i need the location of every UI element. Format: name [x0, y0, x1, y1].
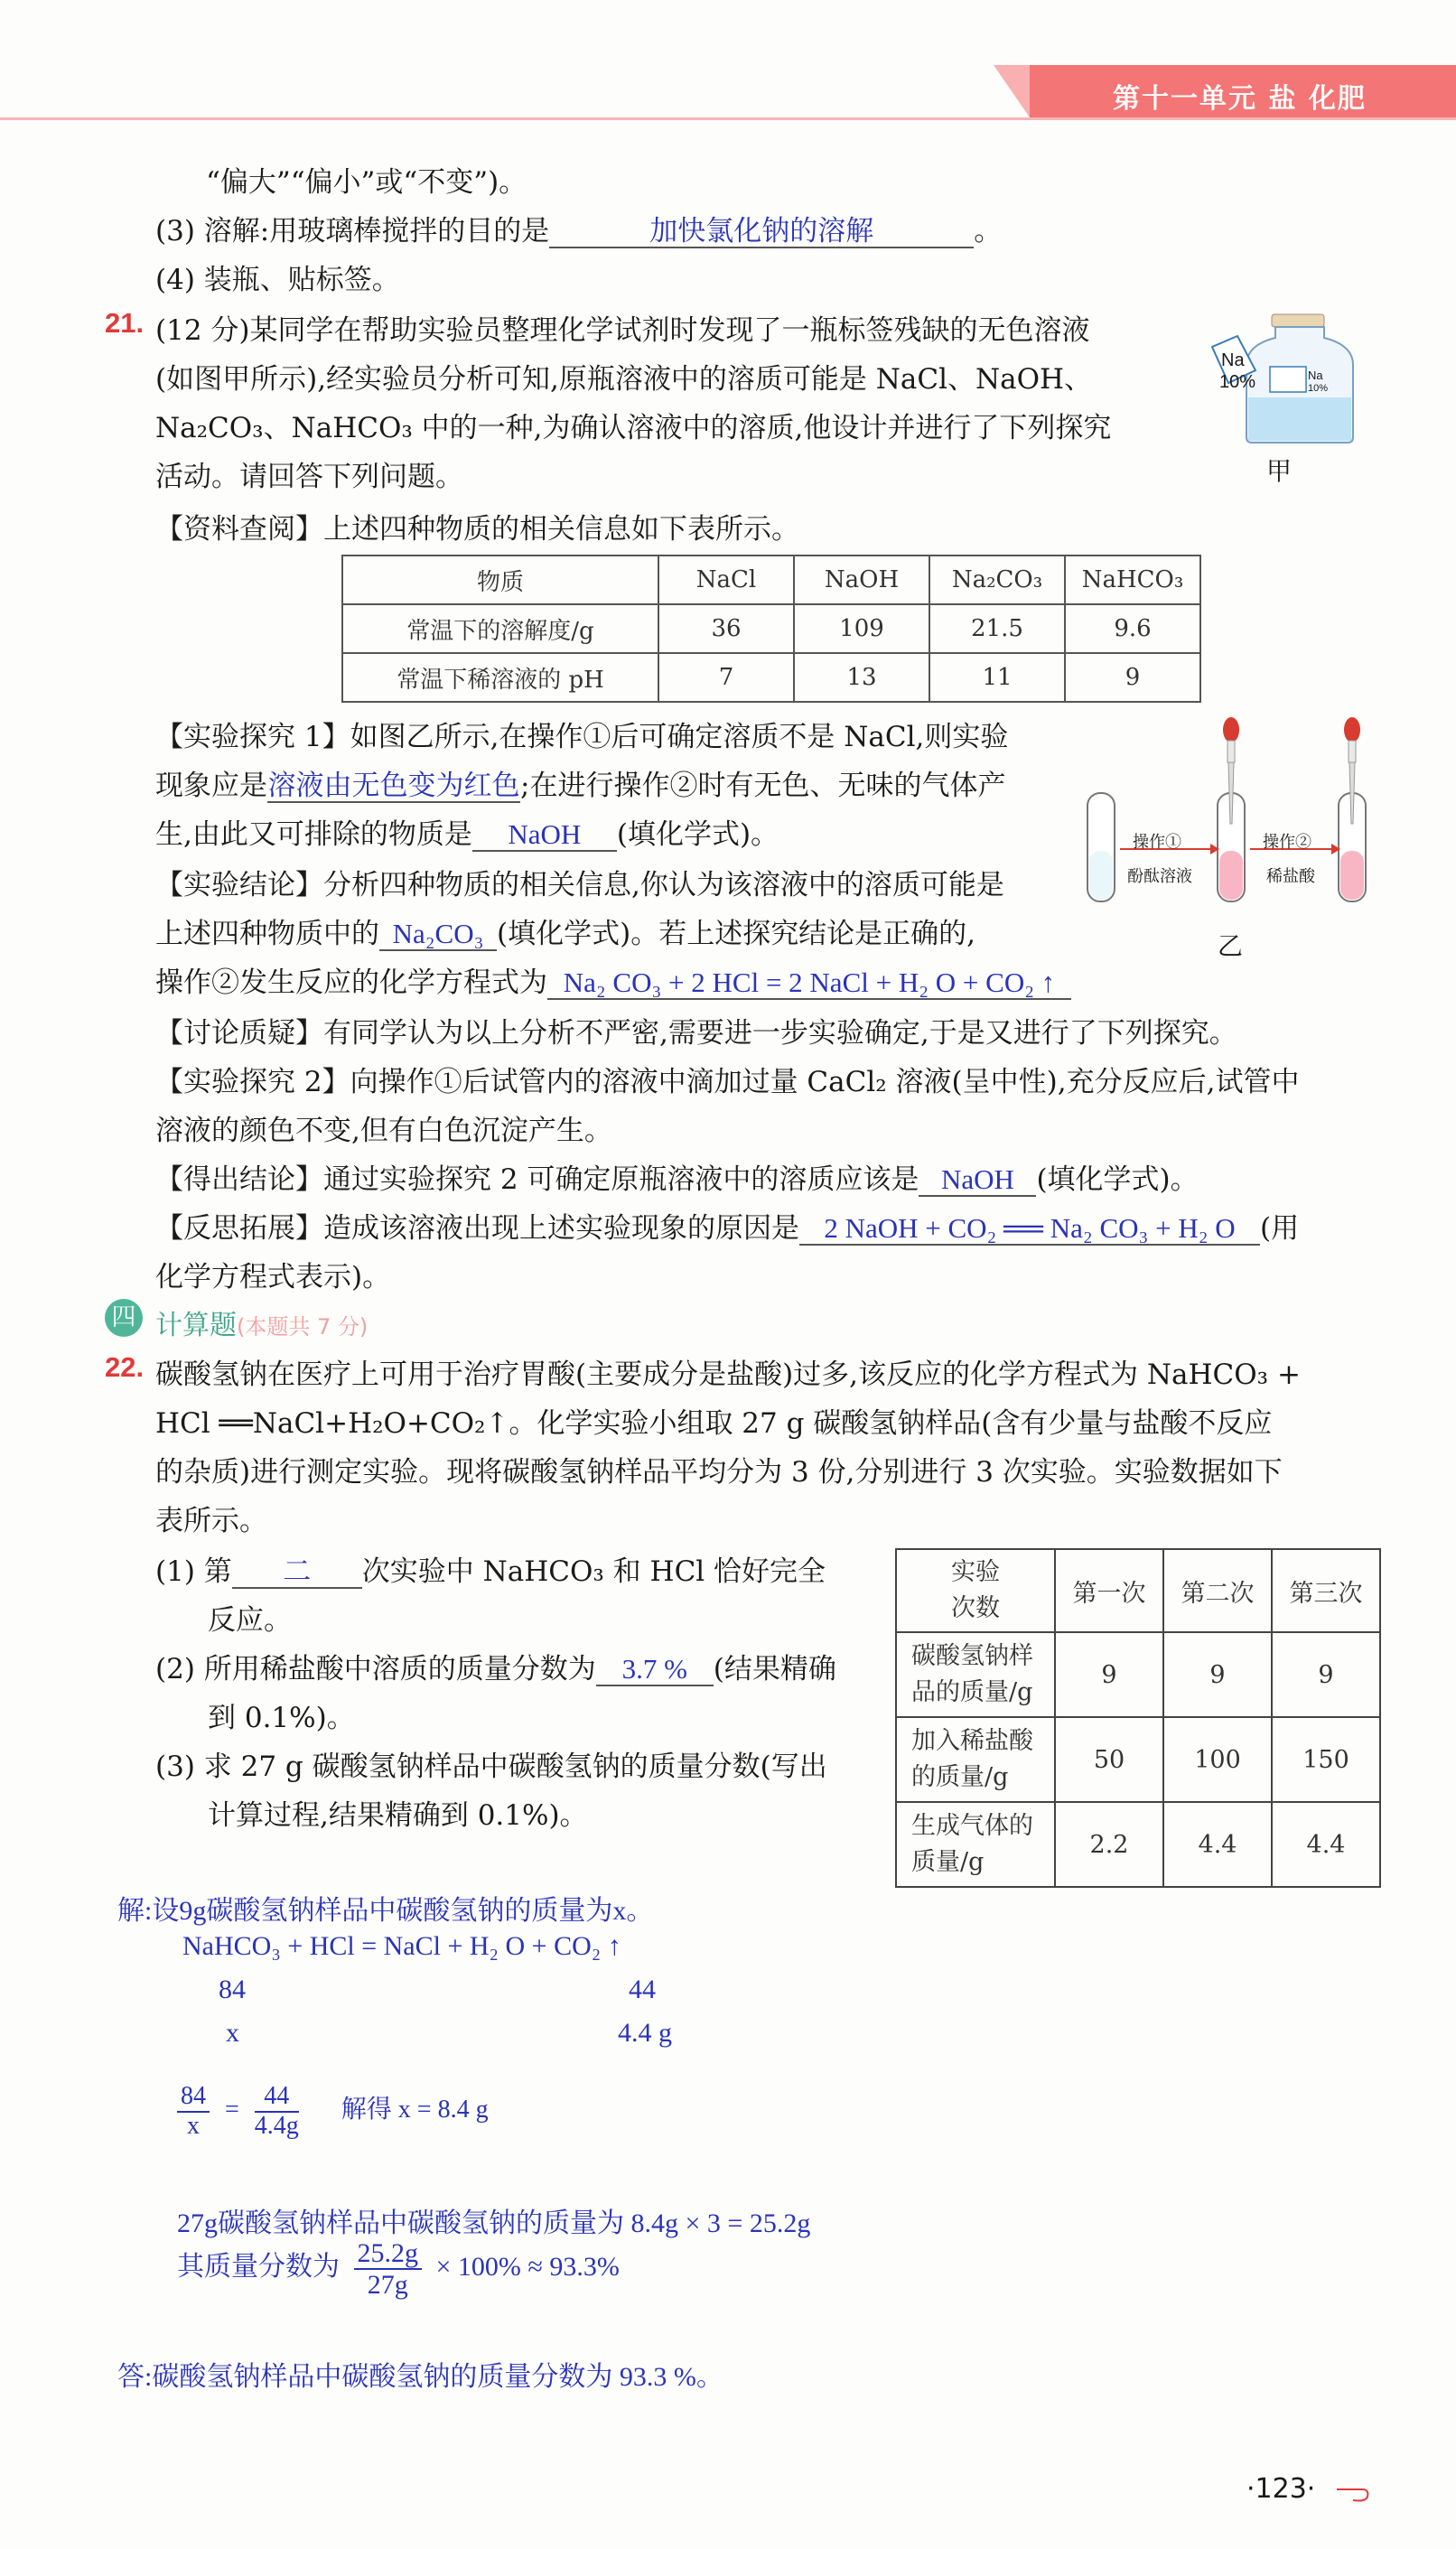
- table-cell: 常温下的溶解度/g: [342, 604, 658, 653]
- exp1-answer2-blank[interactable]: NaOH: [472, 819, 617, 852]
- q21-number: 21.: [105, 307, 145, 339]
- solution-v1: x: [226, 2018, 239, 2048]
- table-cell: 150: [1272, 1717, 1380, 1802]
- q22-item1-blank[interactable]: 二: [232, 1556, 362, 1589]
- table-cell: 碳酸氢钠样 品的质量/g: [896, 1632, 1055, 1717]
- conclusion-answer2-blank[interactable]: Na₂ CO₃ + 2 HCl = 2 NaCl + H₂ O + CO₂ ↑: [547, 967, 1071, 1000]
- q21-line4: 活动。请回答下列问题。: [155, 461, 463, 493]
- q21-line3: Na₂CO₃、NaHCO₃ 中的一种,为确认溶液中的溶质,他设计并进行了下列探究: [155, 412, 1112, 444]
- table-header-cell: NaCl: [658, 556, 794, 604]
- conclusion-line3: 操作②发生反应的化学方程式为 Na₂ CO₃ + 2 HCl = 2 NaCl + H₂ O + CO₂ ↑: [155, 959, 1071, 1000]
- exp2-line2: 溶液的颜色不变,但有白色沉淀产生。: [155, 1115, 612, 1147]
- conclusion-line1: 【实验结论】分析四种物质的相关信息,你认为该溶液中的溶质可能是: [155, 869, 1004, 901]
- table-cell: 9.6: [1065, 604, 1200, 653]
- fraction-2: $\frac{44}{4.4g}$: [254, 2082, 299, 2140]
- table-cell: 50: [1055, 1717, 1163, 1802]
- reflect-line2: 化学方程式表示)。: [155, 1261, 391, 1293]
- bottle-small-na: Na: [1308, 369, 1323, 382]
- table-cell: 4.4: [1163, 1802, 1272, 1887]
- q22-item3-line1: (3) 求 27 g 碳酸氢钠样品中碳酸氢钠的质量分数(写出: [155, 1751, 827, 1783]
- table-cell: 21.5: [929, 604, 1065, 653]
- table-cell: 常温下稀溶液的 pH: [342, 653, 658, 702]
- q20-item3: (3) 溶解:用玻璃棒搅拌的目的是 加快氯化钠的溶解 。: [155, 215, 1003, 247]
- table-cell: 36: [658, 604, 794, 653]
- exp1-answer1-blank[interactable]: 溶液由无色变为红色: [267, 770, 520, 803]
- exp1-line3: 生,由此又可排除的物质是 NaOH (填化学式)。: [155, 818, 779, 851]
- result-line: 【得出结论】通过实验探究 2 可确定原瓶溶液中的溶质应该是 NaOH (填化学式)。: [155, 1163, 1199, 1196]
- table-cell: 9: [1065, 653, 1200, 702]
- q20-line1: “偏大”“偏小”或“不变”)。: [206, 166, 527, 199]
- exp1-line2: 现象应是溶液由无色变为红色;在进行操作②时有无色、无味的气体产: [155, 770, 1006, 802]
- conclusion-answer1-blank[interactable]: Na₂CO₃: [379, 919, 497, 951]
- table-cell: 100: [1163, 1717, 1272, 1802]
- fraction-1: $\frac{84}{x}$: [177, 2083, 210, 2141]
- page-number: ·123·: [1246, 2473, 1316, 2505]
- footer-swoosh: [1335, 2482, 1371, 2504]
- table-cell: 9: [1163, 1632, 1272, 1717]
- discussion: 【讨论质疑】有同学认为以上分析不严密,需要进一步实验确定,于是又进行了下列探究。: [155, 1017, 1237, 1050]
- table-cell: 4.4: [1272, 1802, 1380, 1887]
- q22-item2-blank[interactable]: 3.7 %: [596, 1654, 714, 1686]
- header-divider: [0, 117, 1456, 120]
- q22-number: 22.: [105, 1351, 145, 1383]
- table-header-cell: 第三次: [1272, 1549, 1380, 1632]
- solution-equation: NaHCO₃ + HCl = NaCl + H₂ O + CO₂ ↑: [182, 1931, 621, 1961]
- substance-table: [341, 555, 1201, 703]
- table-cell: 9: [1272, 1632, 1380, 1717]
- table-cell: 生成气体的 质量/g: [896, 1802, 1055, 1887]
- q22-line3: 的杂质)进行测定实验。现将碳酸氢钠样品平均分为 3 份,分别进行 3 次实验。实验数据如下: [155, 1456, 1283, 1489]
- bottle-label-pct: 10%: [1219, 372, 1256, 392]
- table-cell: 7: [658, 653, 794, 702]
- solution-answer: 答:碳酸氢钠样品中碳酸氢钠的质量分数为 93.3 %。: [117, 2362, 723, 2392]
- table-header-cell: 第一次: [1055, 1549, 1163, 1632]
- q20-item4: (4) 装瓶、贴标签。: [155, 264, 400, 296]
- bottle-small-pct: 10%: [1308, 383, 1329, 394]
- q20-answer-blank[interactable]: 加快氯化钠的溶解: [549, 216, 974, 248]
- op2-reagent: 稀盐酸: [1266, 867, 1315, 886]
- table-cell: 11: [929, 653, 1065, 702]
- table-cell: 加入稀盐酸 的质量/g: [896, 1717, 1055, 1802]
- experiment-table: [895, 1548, 1381, 1888]
- fraction-3: $\frac{25.2g}{27g}$: [354, 2238, 423, 2300]
- table-cell: 9: [1055, 1632, 1163, 1717]
- exp1-line1: 【实验探究 1】如图乙所示,在操作①后可确定溶质不是 NaCl,则实验: [155, 721, 1009, 753]
- q21-line1: (12 分)某同学在帮助实验员整理化学试剂时发现了一瓶标签残缺的无色溶液: [155, 314, 1090, 347]
- q22-item2: (2) 所用稀盐酸中溶质的质量分数为 3.7 % (结果精确: [155, 1653, 836, 1685]
- q22-item2-line2: 到 0.1%)。: [208, 1702, 355, 1734]
- q22-item1-line2: 反应。: [208, 1604, 292, 1637]
- q21-line2: (如图甲所示),经实验员分析可知,原瓶溶液中的溶质可能是 NaCl、NaOH、: [155, 363, 1093, 396]
- q22-line2: HCl ══NaCl+H₂O+CO₂↑。化学实验小组取 27 g 碳酸氢钠样品(含有少量与盐酸不反应: [155, 1407, 1273, 1440]
- bottle-label-na: Na: [1221, 350, 1245, 370]
- table-header-cell: 第二次: [1163, 1549, 1272, 1632]
- table-header-cell: 物质: [342, 556, 658, 604]
- result-answer-blank[interactable]: NaOH: [919, 1164, 1036, 1197]
- exp2-line1: 【实验探究 2】向操作①后试管内的溶液中滴加过量 CaCl₂ 溶液(呈中性),充分反应后,试管中: [155, 1066, 1300, 1098]
- solution-total: 27g碳酸氢钠样品中碳酸氢钠的质量为 8.4g × 3 = 25.2g: [177, 2208, 811, 2238]
- unit-title: 第十一单元 盐 化肥: [1113, 83, 1367, 115]
- fig-jia-label: 甲: [1266, 456, 1293, 486]
- q22-line4: 表所示。: [155, 1505, 267, 1537]
- fig-yi-label: 乙: [1218, 931, 1244, 961]
- op2-label: 操作②: [1263, 833, 1311, 852]
- section-note: (本题共 7 分): [237, 1314, 369, 1340]
- solution-v2: 4.4 g: [618, 2018, 672, 2048]
- table-cell: 13: [794, 653, 929, 702]
- solution-percentage: 其质量分数为 $\frac{25.2g}{27g}$ × 100% ≈ 93.3%: [177, 2238, 620, 2300]
- q22-item3-line2: 计算过程,结果精确到 0.1%)。: [208, 1799, 588, 1832]
- solution-line1: 解:设9g碳酸氢钠样品中碳酸氢钠的质量为x。: [117, 1896, 654, 1926]
- table-header-cell: NaOH: [794, 556, 929, 604]
- table-header-cell: 实验 次数: [896, 1549, 1055, 1632]
- table-header-cell: Na₂CO₃: [929, 556, 1065, 604]
- section-badge: 四: [105, 1299, 143, 1337]
- solution-proportion: $\frac{84}{x}$ = $\frac{44}{4.4g}$ 解得 x = 8.4 g: [177, 2083, 489, 2141]
- section-title: 计算题(本题共 7 分): [155, 1310, 369, 1341]
- op1-reagent: 酚酞溶液: [1127, 867, 1192, 886]
- table-cell: 2.2: [1055, 1802, 1163, 1887]
- table-cell: 109: [794, 604, 929, 653]
- solution-m1: 84: [219, 1975, 246, 2004]
- q22-item1: (1) 第 二 次实验中 NaHCO₃ 和 HCl 恰好完全: [155, 1555, 826, 1588]
- resource-lookup: 【资料查阅】上述四种物质的相关信息如下表所示。: [155, 513, 799, 546]
- q22-line1: 碳酸氢钠在医疗上可用于治疗胃酸(主要成分是盐酸)过多,该反应的化学方程式为 NaHCO₃ +: [155, 1359, 1301, 1391]
- solution-m2: 44: [629, 1975, 656, 2004]
- table-header-cell: NaHCO₃: [1065, 556, 1200, 604]
- reflect-answer-blank[interactable]: 2 NaOH + CO₂ ══ Na₂ CO₃ + H₂ O: [799, 1213, 1260, 1246]
- op1-label: 操作①: [1133, 833, 1181, 852]
- reflect-line1: 【反思拓展】造成该溶液出现上述实验现象的原因是 2 NaOH + CO₂ ══ Na₂ CO₃ + H₂ O (用: [155, 1212, 1300, 1245]
- conclusion-line2: 上述四种物质中的 Na₂CO₃ (填化学式)。若上述探究结论是正确的,: [155, 918, 976, 950]
